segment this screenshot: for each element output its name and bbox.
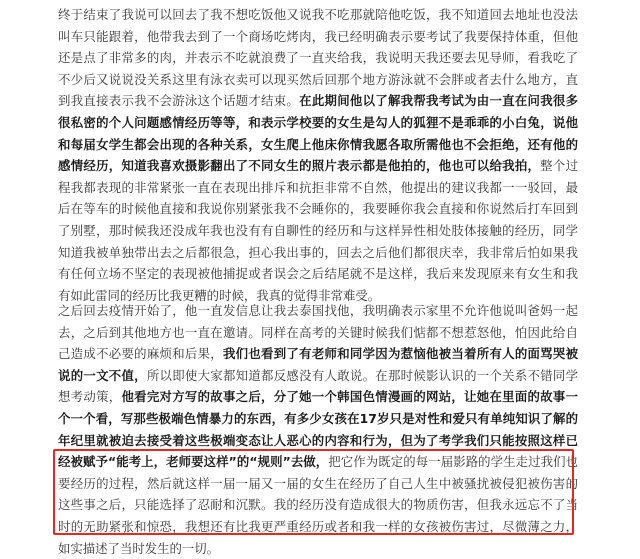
p1-segment: 整个过程我都表现的非常紧张一直在表现出排斥和抗拒非常不自然，他提出的建议我都一一驳回，最后在等车的时候他直接和我说你别紧张我不会睡你的，我要睡你我会直接和你说然后打车回到了别墅，那时候我还没成年我也没有有自聊性的经历和与这样异性相处肢体接触的经历，同学知道我被单独带出去之后都很急，担心我出事的，回去之后他们都很庆幸，我非常后怕如果我有任何立场不坚定的表现被他捕捉或者误会之后结尾就不是这样，我后来发现原来有女生和我有如此雷同的经历比我更糟的时候，我真的觉得非常难受。: [58, 158, 579, 303]
paragraph-1: [58, 4, 578, 306]
p2-segment: 把它作为既定的每一届影路的学生走过我们也要经历的过程，然后就这样一届一届又一届的女生在经历了自己人生中被骚扰被侵犯被伤害的这些事之后，只能选择了忍耐和沉默。我的经历没有造成很大的物质伤害，但我永远忘不了当时的无助紧张和惊恐，我想还有比我更严重经历或者和我一样的女孩被伤害过，尽微薄之力，如实描述了当时发生的一切。: [58, 454, 579, 556]
p2-segment: 之后回去疫情开始了，他一直发信息让我去泰国找他，我明确表示家里不允许他说叫爸妈一起去，之后到其他地方也一直在邀请。同样在高考的关键时候我们惦都不想惹怒他，怕因此给自己造成不必要的麻烦和后果，: [58, 303, 578, 362]
p1-segment: 终于结束了我说可以回去了我不想吃饭他又说我不吃那就陪他吃饭，我不知道回去地址也没法叫车只能跟着，他带我去到了一个商场吃烤肉，我已经明确表示要考试了我要保持体重，但他还是点了非常多的肉，并表示不吃就浪费了一直夹给我，我说明天我还要去见导师，看我吃了不少后又说说没关系这里有泳衣卖可以现买然后回那个地方游泳就不会胖或者去什么地方，直到我直接表示我不会游泳这个话题才结束。: [58, 7, 578, 109]
red-highlight-box: [53, 449, 574, 535]
p2-bold-segment: 他看完对方写的故事之后，分了她一个韩国色情漫画的网站，让她在里面的故事一个一个看，写那些极端色情暴力的东西，有多少女孩在17岁只是对性和爱只有单纯知识了解的年纪里就被迫去接受着这些极端变态让人恶心的内容和行为，但为了考学我们只能按照这样已经被赋予“能考上，老师要这样”的“规则”去做，: [58, 389, 579, 470]
p2-bold-segment: 我们也看到了有老师和同学因为惹恼他被当着所有人的面骂哭被说的一文不值，: [58, 346, 579, 383]
p2-segment: 所以即使大家都知道都反感没有人敢说。在那时候影认识的一个关系不错同学想考动策，: [58, 367, 579, 405]
p1-bold-segment: 在此期间他以了解我帮我考试为由一直在问我很多很私密的个人问题感情经历等等，和表示学校要的女生是勾人的狐狸不是乖乖的小白兔，说他和每届女学生都会出现的各种关系，女生爬上他床你情我愿各取所需他也不会拒绝，还有他的感情经历，知道我喜欢摄影翻出了不同女生的照片表示都是他拍的，他也可以给我拍，: [58, 93, 579, 174]
